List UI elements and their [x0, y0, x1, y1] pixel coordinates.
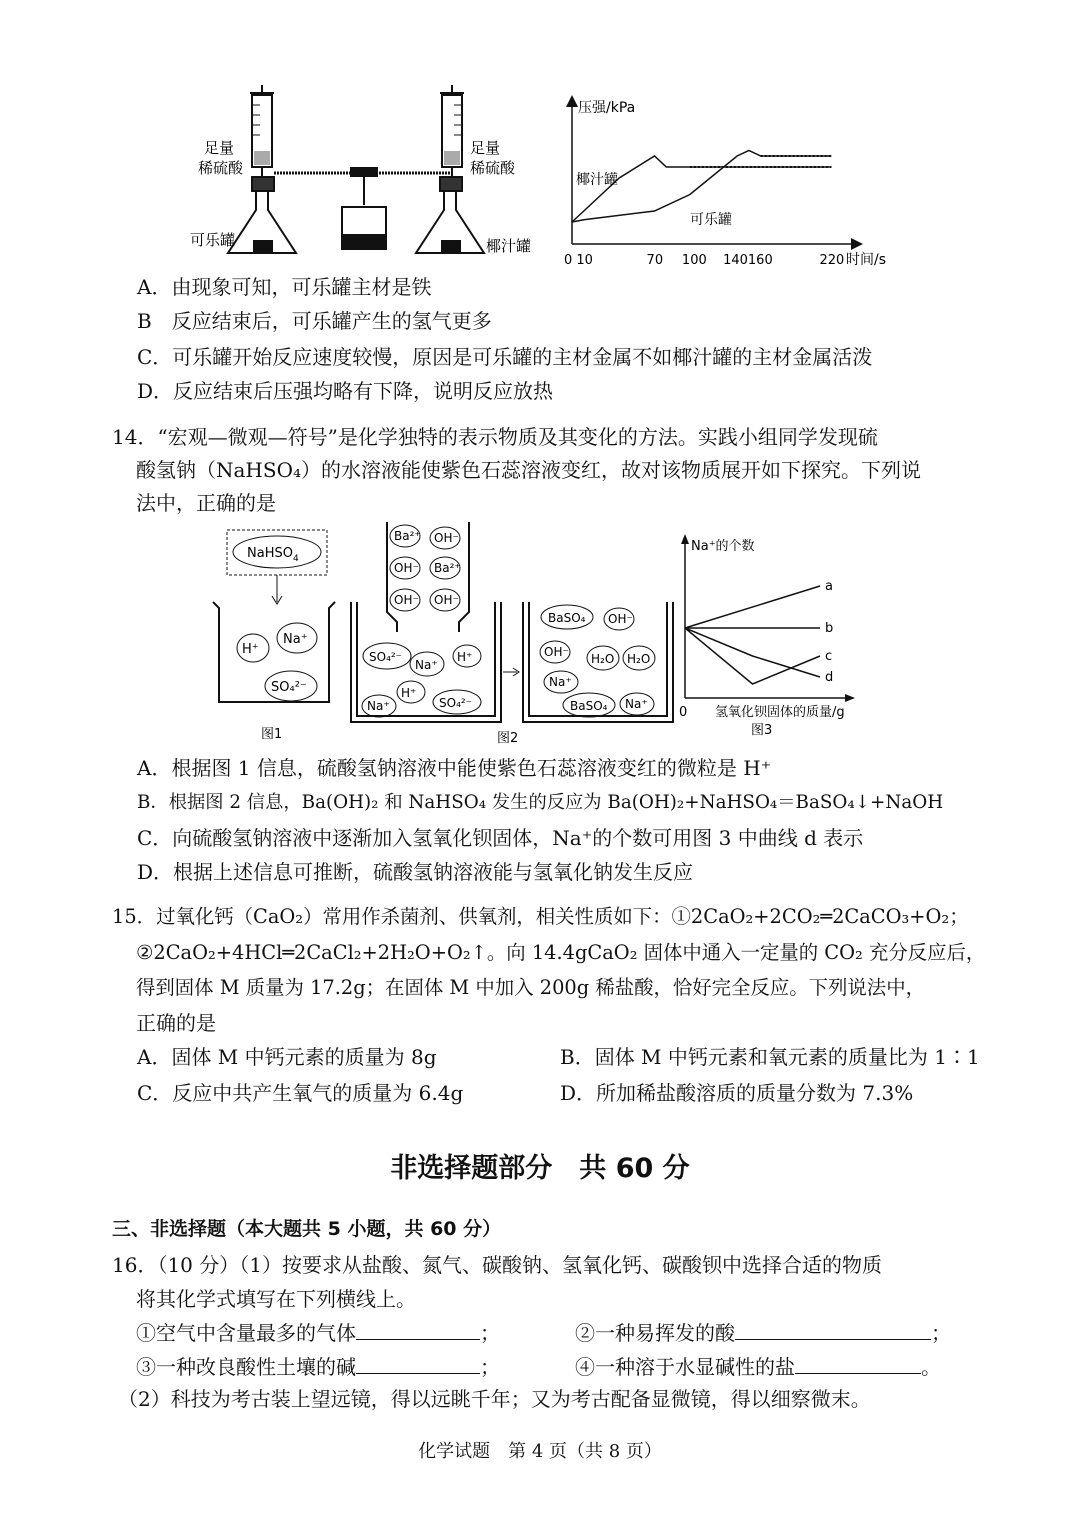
fig2-na-ion-1: Na⁺ [415, 658, 438, 672]
fig2r-oh-2: OH⁻ [544, 645, 569, 659]
q16-blank-1-label: ①空气中含量最多的气体 [136, 1321, 356, 1345]
q13-apparatus-figure [190, 85, 550, 265]
q15-stem-1: 15．过氧化钙（CaO₂）常用作杀菌剂、供氧剂，相关性质如下：①2CaO₂+2CO₂═2CaCO₃+O₂； [112, 905, 969, 928]
q15-stem-3: 得到固体 M 质量为 17.2g；在固体 M 中加入 200g 稀盐酸，恰好完全反应。下列说法中， [136, 976, 925, 999]
q16-blank-3 [136, 1354, 500, 1380]
q16-blank-4-label: ④一种溶于水显碱性的盐 [575, 1355, 795, 1379]
q16-blank-4 [575, 1354, 941, 1380]
chart1-tick-70: 70 [646, 253, 664, 268]
fig3-curve-a [685, 586, 820, 628]
q14-option-a: A．根据图 1 信息，硫酸氢钠溶液中能使紫色石蕊溶液变红的微粒是 H⁺ [137, 756, 772, 780]
right-syringe [440, 85, 464, 180]
fig2-label: 图2 [497, 731, 519, 746]
q14-option-c: C．向硫酸氢钠溶液中逐渐加入氢氧化钡固体，Na⁺的个数可用图 3 中曲线 d 表示 [137, 826, 864, 850]
fig3-curve-label-b: b [825, 621, 834, 636]
fig1-label: 图1 [261, 727, 283, 742]
fig1-so4-ion: SO₄²⁻ [271, 680, 307, 695]
right-can-label: 椰汁罐 [486, 237, 532, 255]
q14-figures [205, 522, 885, 752]
fig1-h-ion: H⁺ [242, 642, 259, 657]
fig2r-na-2: Na⁺ [625, 697, 648, 711]
q16-sep-1: ； [480, 1321, 500, 1345]
fig2-ba-ion-2: Ba²⁺ [434, 561, 461, 575]
fig3-curve-d [685, 628, 820, 677]
q16-stem-1: 16．（10 分）（1）按要求从盐酸、氮气、碳酸钠、氢氧化钙、碳酸钡中选择合适的物质 [112, 1253, 882, 1277]
chart1-legend-cola: 可乐罐 [690, 212, 732, 228]
fig2r-h2o-2: H₂O [627, 652, 651, 666]
q15-option-c: C．反应中共产生氧气的质量为 6.4g [137, 1081, 464, 1105]
chart1-ylabel: 压强/kPa [578, 100, 636, 116]
fig2-ba-ion-1: Ba²⁺ [394, 529, 421, 543]
q14-option-b: B．根据图 2 信息，Ba(OH)₂ 和 NaHSO₄ 发生的反应为 Ba(OH)₂+NaHSO₄＝BaSO₄↓+NaOH [137, 792, 944, 813]
q15-option-d: D．所加稀盐酸溶质的质量分数为 7.3% [560, 1081, 914, 1105]
left-flask [228, 177, 296, 253]
q13-pressure-chart [560, 92, 900, 272]
q16-blank-2-label: ②一种易挥发的酸 [575, 1321, 735, 1345]
section-title: 非选择题部分 共 60 分 [390, 1153, 690, 1184]
fig2-h-ion: H⁺ [457, 650, 473, 664]
chart1-xlabel: 时间/s [846, 252, 887, 268]
left-can-label: 可乐罐 [190, 231, 236, 249]
q14-stem-2: 酸氢钠（NaHSO₄）的水溶液能使紫色石蕊溶液变红，故对该物质展开如下探究。下列说 [136, 458, 921, 482]
fig2-so4-ion-2: SO₄²⁻ [439, 696, 473, 710]
q15-option-a: A．固体 M 中钙元素的质量为 8g [137, 1045, 437, 1069]
fig2r-h2o-1: H₂O [591, 652, 615, 666]
fig2-oh-ion-4: OH⁻ [434, 593, 459, 607]
left-acid-label-2: 稀硫酸 [198, 159, 244, 177]
q13-option-d: D．反应结束后压强均略有下降，说明反应放热 [137, 379, 554, 403]
right-acid-label-1: 足量 [470, 139, 501, 157]
q16-sep-2: ； [931, 1321, 951, 1345]
q16-answer-4[interactable] [795, 1355, 921, 1374]
q14-stem-3: 法中，正确的是 [136, 491, 276, 515]
chart1-legend-coconut: 椰汁罐 [576, 172, 618, 188]
q16-blank-2 [575, 1320, 951, 1346]
q13-option-b: B 反应结束后，可乐罐产生的氢气更多 [137, 309, 492, 333]
q16-part2: （2）科技为考古装上望远镜，得以远眺千年；又为考古配备显微镜，得以细察微末。 [118, 1387, 871, 1411]
q16-answer-1[interactable] [356, 1321, 480, 1340]
fig2r-baso4-1: BaSO₄ [548, 611, 586, 625]
chart1-tick-0-10: 0 10 [564, 253, 593, 268]
q14-option-d: D．根据上述信息可推断，硫酸氢钠溶液能与氢氧化钠发生反应 [137, 860, 694, 884]
right-acid-label-2: 稀硫酸 [470, 159, 516, 177]
fig3-curve-label-d: d [825, 670, 834, 685]
q16-answer-3[interactable] [356, 1355, 480, 1374]
fig2-oh-ion-1: OH⁻ [434, 531, 459, 545]
fig1-nahso4: NaHSO$_4$ [247, 546, 299, 564]
q16-sep-3: ； [480, 1355, 500, 1379]
q16-sep-4: 。 [921, 1355, 941, 1379]
fig2r-baso4-2: BaSO₄ [570, 699, 608, 713]
q14-stem-1: 14．“宏观—微观—符号”是化学独特的表示物质及其变化的方法。实践小组同学发现硫 [112, 425, 878, 449]
left-syringe [250, 85, 274, 180]
page-footer: 化学试题 第 4 页（共 8 页） [418, 1441, 662, 1462]
pressure-sensor [342, 207, 386, 249]
q15-option-b: B．固体 M 中钙元素和氧元素的质量比为 1∶1 [560, 1045, 980, 1069]
part3-heading: 三、非选择题（本大题共 5 小题，共 60 分） [112, 1218, 502, 1240]
fig3-curve-label-c: c [825, 649, 833, 664]
fig2-oh-ion-2: OH⁻ [394, 561, 419, 575]
fig3-ylabel: Na⁺的个数 [691, 539, 755, 554]
fig2-na-ion-2: Na⁺ [367, 699, 390, 713]
left-acid-label-1: 足量 [204, 139, 235, 157]
fig3-curve-label-a: a [825, 579, 833, 594]
fig2-so4-ion-1: SO₄²⁻ [369, 650, 403, 664]
fig3-xlabel: 氢氧化钡固体的质量/g [715, 705, 845, 720]
fig1-na-ion: Na⁺ [283, 632, 308, 647]
chart1-tick-140-160: 140160 [723, 253, 773, 268]
q16-stem-2: 将其化学式填写在下列横线上。 [136, 1287, 416, 1311]
fig2-oh-ion-3: OH⁻ [394, 593, 419, 607]
q15-stem-4: 正确的是 [136, 1011, 216, 1035]
q16-blank-1 [136, 1320, 500, 1346]
fig3-label: 图3 [751, 723, 773, 738]
chart1-tick-100: 100 [681, 253, 707, 268]
fig3-origin: 0 [679, 705, 688, 720]
q16-answer-2[interactable] [735, 1321, 931, 1340]
chart1-tick-220: 220 [819, 253, 845, 268]
q15-stem-2: ②2CaO₂+4HCl═2CaCl₂+2H₂O+O₂↑。向 14.4gCaO₂ 固体中通入一定量的 CO₂ 充分反应后， [136, 941, 986, 964]
q13-option-a: A．由现象可知，可乐罐主材是铁 [137, 275, 432, 299]
q16-blank-3-label: ③一种改良酸性土壤的碱 [136, 1355, 356, 1379]
right-flask [416, 177, 484, 253]
fig2r-na-1: Na⁺ [549, 675, 572, 689]
fig2r-oh-1: OH⁻ [608, 612, 633, 626]
fig2-h-ion-2: H⁺ [401, 686, 417, 700]
q13-option-c: C．可乐罐开始反应速度较慢，原因是可乐罐的主材金属不如椰汁罐的主材金属活泼 [137, 345, 873, 369]
